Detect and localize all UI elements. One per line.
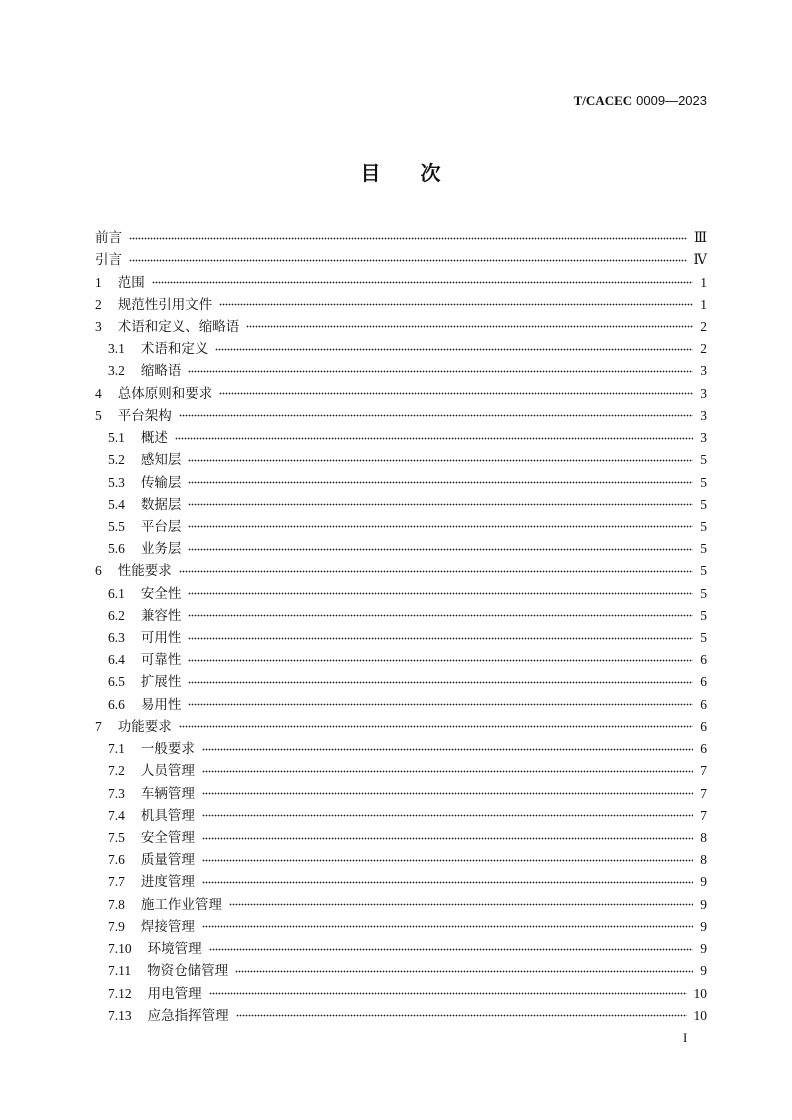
toc-entry-label: 概述 — [140, 430, 168, 446]
toc-subentry — [95, 583, 707, 605]
toc-entry-page: 5 — [700, 585, 707, 601]
dot-leader — [188, 659, 693, 662]
toc-entry-page: 9 — [700, 963, 707, 979]
dot-leader — [202, 770, 693, 773]
dot-leader — [202, 814, 693, 817]
dot-leader — [202, 837, 693, 840]
dot-leader — [152, 281, 694, 284]
toc-entry-number: 5.6 — [108, 541, 125, 557]
dot-leader — [188, 459, 693, 462]
toc-entry-label: 范围 — [117, 274, 145, 290]
dot-leader — [175, 437, 693, 440]
dot-leader — [179, 570, 694, 573]
toc-entry-number: 5.1 — [108, 430, 125, 446]
toc-subentry — [95, 782, 707, 804]
toc-subentry — [95, 627, 707, 649]
toc-entry-label: 扩展性 — [140, 674, 182, 690]
toc-subentry — [95, 938, 707, 960]
toc-entry-page: 7 — [700, 763, 707, 779]
toc-subentry — [95, 694, 707, 716]
toc-entry — [95, 294, 707, 316]
toc-entry-number: 7.8 — [108, 896, 125, 912]
dot-leader — [188, 525, 693, 528]
toc-entry-page: 6 — [700, 718, 707, 734]
toc-entry-number: 6.6 — [108, 696, 125, 712]
toc-subentry — [95, 871, 707, 893]
toc-entry-page: 3 — [700, 363, 707, 379]
dot-leader — [129, 259, 687, 262]
toc-entry-number: 6.2 — [108, 607, 125, 623]
dot-leader — [235, 970, 693, 973]
toc-entry-label: 规范性引用文件 — [117, 296, 213, 312]
toc-entry-number: 7 — [95, 718, 102, 734]
toc-entry-label: 缩略语 — [140, 363, 182, 379]
toc-entry-label: 用电管理 — [147, 985, 202, 1001]
toc-entry-label: 车辆管理 — [140, 785, 195, 801]
dot-leader — [246, 325, 693, 328]
toc-entry-page: 5 — [700, 541, 707, 557]
toc-entry-page: 7 — [700, 785, 707, 801]
toc-entry-label: 人员管理 — [140, 763, 195, 779]
toc-entry-label: 功能要求 — [117, 718, 172, 734]
toc-entry-number: 2 — [95, 296, 102, 312]
toc-entry-page: 6 — [700, 741, 707, 757]
toc-entry-label: 进度管理 — [140, 874, 195, 890]
toc-entry — [95, 271, 707, 293]
dot-leader — [179, 725, 694, 728]
toc-entry-number: 6.3 — [108, 630, 125, 646]
toc-subentry — [95, 449, 707, 471]
dot-leader — [209, 948, 694, 951]
dot-leader — [215, 348, 693, 351]
toc-subentry — [95, 605, 707, 627]
toc-entry-page: 3 — [700, 385, 707, 401]
toc-entry-number: 7.4 — [108, 807, 125, 823]
dot-leader — [202, 925, 693, 928]
toc-subentry — [95, 960, 707, 982]
toc-entry-label: 应急指挥管理 — [147, 1007, 229, 1023]
document-code-number: 0009—2023 — [636, 93, 707, 108]
document-code — [574, 93, 707, 109]
page-title: 目 次 — [360, 163, 441, 185]
toc-entry-number: 6.5 — [108, 674, 125, 690]
dot-leader — [188, 614, 693, 617]
toc-entry-number: 5.3 — [108, 474, 125, 490]
toc-entry-label: 业务层 — [140, 541, 182, 557]
toc-entry — [95, 383, 707, 405]
toc-subentry — [95, 894, 707, 916]
toc-entry-page: 10 — [693, 985, 707, 1001]
toc-subentry — [95, 916, 707, 938]
toc-entry-page: 6 — [700, 674, 707, 690]
document-code-prefix: T/CACEC — [573, 93, 633, 108]
dot-leader — [188, 681, 693, 684]
toc-entry-page: 6 — [700, 652, 707, 668]
dot-leader — [188, 370, 693, 373]
toc-entry — [95, 716, 707, 738]
toc-entry-label: 机具管理 — [140, 807, 195, 823]
toc-subentry — [95, 760, 707, 782]
dot-leader — [179, 414, 694, 417]
toc-entry-number: 3.1 — [108, 341, 125, 357]
toc-subentry — [95, 649, 707, 671]
dot-leader — [202, 792, 693, 795]
toc-entry-number: 7.12 — [108, 985, 132, 1001]
toc-entry-number: 5.5 — [108, 518, 125, 534]
dot-leader — [129, 237, 687, 240]
toc-entry-label: 数据层 — [140, 496, 182, 512]
toc-entry-number: 5.4 — [108, 496, 125, 512]
toc-entry-label: 施工作业管理 — [140, 896, 222, 912]
toc-subentry — [95, 671, 707, 693]
toc-entry-number: 7.2 — [108, 763, 125, 779]
toc-subentry — [95, 494, 707, 516]
toc-entry-page: 5 — [700, 563, 707, 579]
toc-entry-label: 质量管理 — [140, 852, 195, 868]
toc-entry-page: Ⅳ — [693, 252, 707, 268]
toc-entry-number: 1 — [95, 274, 102, 290]
toc-entry-label: 性能要求 — [117, 563, 172, 579]
toc-subentry — [95, 805, 707, 827]
toc-entry-number: 4 — [95, 385, 102, 401]
dot-leader — [219, 392, 693, 395]
toc-entry-page: 7 — [700, 807, 707, 823]
toc-entry-page: 10 — [693, 1007, 707, 1023]
dot-leader — [188, 481, 693, 484]
toc-entry-label: 兼容性 — [140, 607, 182, 623]
toc-subentry — [95, 471, 707, 493]
toc-entry-label: 物资仓储管理 — [147, 963, 229, 979]
toc-subentry — [95, 738, 707, 760]
toc-entry-number: 7.3 — [108, 785, 125, 801]
toc-entry-number: 7.9 — [108, 918, 125, 934]
toc-entry-page: 5 — [700, 630, 707, 646]
toc-entry-label: 术语和定义 — [140, 341, 209, 357]
toc-entry-page: 5 — [700, 607, 707, 623]
toc-entry-label: 环境管理 — [147, 941, 202, 957]
table-of-contents — [95, 227, 707, 1027]
toc-entry-page: 5 — [700, 452, 707, 468]
toc-entry-page: 5 — [700, 496, 707, 512]
toc-subentry — [95, 516, 707, 538]
dot-leader — [188, 592, 693, 595]
toc-subentry — [95, 427, 707, 449]
toc-entry-label: 易用性 — [140, 696, 182, 712]
dot-leader — [202, 859, 693, 862]
dot-leader — [188, 637, 693, 640]
toc-entry-number: 7.13 — [108, 1007, 132, 1023]
toc-entry-page: 9 — [700, 918, 707, 934]
toc-entry-page: 5 — [700, 518, 707, 534]
toc-subentry — [95, 360, 707, 382]
toc-entry-page: 2 — [700, 318, 707, 334]
toc-subentry — [95, 538, 707, 560]
toc-entry-page: 5 — [700, 474, 707, 490]
toc-entry-page: 1 — [700, 274, 707, 290]
toc-entry-page: 8 — [700, 852, 707, 868]
toc-entry-page: 9 — [700, 874, 707, 890]
toc-entry-page: 6 — [700, 696, 707, 712]
toc-entry-number: 7.6 — [108, 852, 125, 868]
toc-entry-label: 可用性 — [140, 630, 182, 646]
dot-leader — [188, 503, 693, 506]
toc-entry-label: 总体原则和要求 — [117, 385, 213, 401]
dot-leader — [219, 303, 693, 306]
toc-entry-label: 前言 — [95, 230, 122, 246]
toc-entry-label: 一般要求 — [140, 741, 195, 757]
toc-entry-number: 6.4 — [108, 652, 125, 668]
toc-subentry — [95, 849, 707, 871]
dot-leader — [202, 881, 693, 884]
toc-entry — [95, 249, 707, 271]
toc-entry-page: Ⅲ — [693, 230, 707, 246]
toc-entry-label: 感知层 — [140, 452, 182, 468]
toc-entry — [95, 405, 707, 427]
toc-entry-number: 7.11 — [108, 963, 132, 979]
dot-leader — [236, 1014, 687, 1017]
toc-subentry — [95, 982, 707, 1004]
toc-entry-label: 传输层 — [140, 474, 182, 490]
toc-entry-page: 1 — [700, 296, 707, 312]
toc-entry-page: 8 — [700, 830, 707, 846]
toc-entry-label: 安全管理 — [140, 830, 195, 846]
toc-entry-number: 7.1 — [108, 741, 125, 757]
toc-subentry — [95, 827, 707, 849]
toc-entry-label: 平台层 — [140, 518, 182, 534]
toc-entry-number: 5.2 — [108, 452, 125, 468]
toc-entry-label: 安全性 — [140, 585, 182, 601]
toc-entry-number: 6 — [95, 563, 102, 579]
toc-entry-page: 3 — [700, 430, 707, 446]
dot-leader — [202, 748, 693, 751]
toc-entry-label: 术语和定义、缩略语 — [117, 318, 240, 334]
toc-entry-label: 焊接管理 — [140, 918, 195, 934]
dot-leader — [209, 992, 687, 995]
dot-leader — [188, 548, 693, 551]
toc-subentry — [95, 338, 707, 360]
toc-entry-number: 7.5 — [108, 830, 125, 846]
toc-entry-page: 9 — [700, 941, 707, 957]
toc-entry-number: 7.7 — [108, 874, 125, 890]
toc-entry-number: 6.1 — [108, 585, 125, 601]
toc-entry-number: 3.2 — [108, 363, 125, 379]
toc-entry-page: 9 — [700, 896, 707, 912]
toc-entry-page: 2 — [700, 341, 707, 357]
toc-entry — [95, 560, 707, 582]
toc-entry-label: 可靠性 — [140, 652, 182, 668]
toc-entry-number: 3 — [95, 318, 102, 334]
dot-leader — [188, 703, 693, 706]
toc-entry — [95, 316, 707, 338]
toc-entry-label: 引言 — [95, 252, 122, 268]
dot-leader — [229, 903, 693, 906]
toc-entry-number: 7.10 — [108, 941, 132, 957]
toc-entry-number: 5 — [95, 407, 102, 423]
toc-entry — [95, 227, 707, 249]
toc-entry-page: 3 — [700, 407, 707, 423]
toc-subentry — [95, 1005, 707, 1027]
toc-entry-label: 平台架构 — [117, 407, 172, 423]
page-number: I — [683, 1030, 688, 1045]
